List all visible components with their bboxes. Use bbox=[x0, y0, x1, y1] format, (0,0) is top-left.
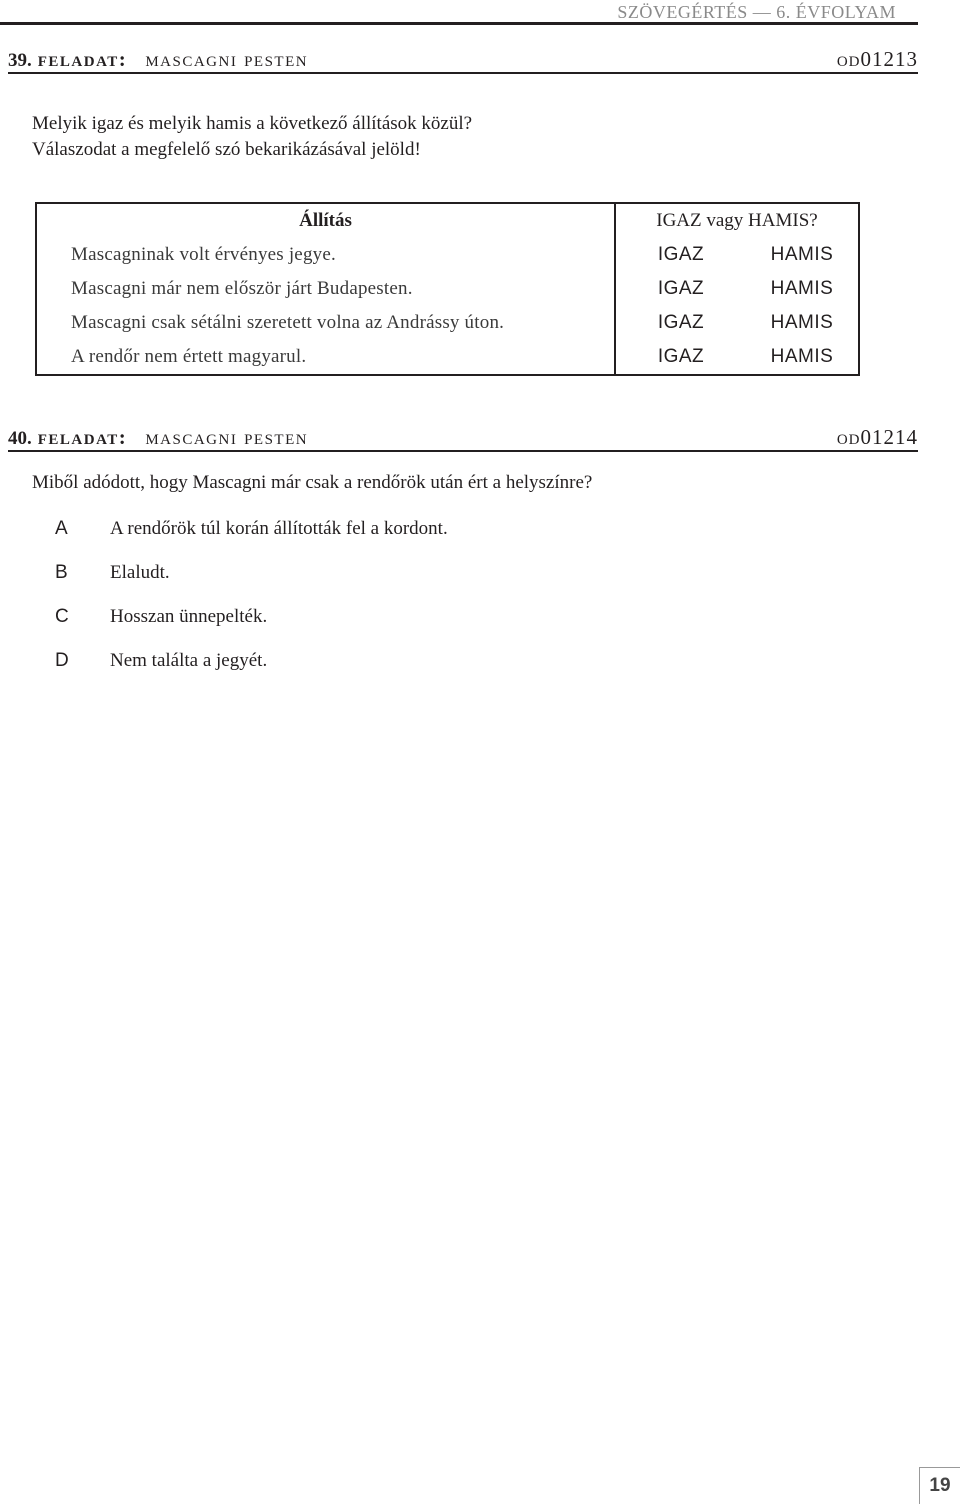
option-text: A rendőrök túl korán állították fel a kordont. bbox=[110, 518, 448, 539]
option-letter: B bbox=[55, 562, 68, 583]
header-rule bbox=[0, 22, 918, 25]
answer-option-d[interactable] bbox=[55, 650, 267, 672]
option-letter: C bbox=[55, 606, 69, 627]
column-header-answer: IGAZ vagy HAMIS? bbox=[615, 203, 859, 238]
option-letter: A bbox=[55, 518, 68, 539]
option-text: Elaludt. bbox=[110, 562, 170, 583]
task-40-question: Miből adódott, hogy Mascagni már csak a rendőrök után ért a helyszínre? bbox=[32, 472, 593, 493]
task-39-title: mascagni pesten bbox=[145, 47, 309, 71]
task-39-number: 39. bbox=[8, 50, 32, 71]
column-header-statement: Állítás bbox=[36, 203, 615, 238]
page-number: 19 bbox=[919, 1467, 960, 1504]
answer-option-c[interactable] bbox=[55, 606, 267, 628]
statement-table bbox=[35, 202, 860, 376]
task-39-code: od01213 bbox=[836, 47, 918, 71]
task-40-code: od01214 bbox=[836, 425, 918, 449]
table-row bbox=[36, 306, 859, 340]
task-39-header bbox=[8, 46, 918, 74]
answer-hamis[interactable]: HAMIS bbox=[746, 272, 859, 306]
table-row bbox=[36, 272, 859, 306]
task-39-label: feladat: bbox=[37, 47, 128, 71]
statement-text: A rendőr nem értett magyarul. bbox=[36, 340, 615, 375]
answer-igaz[interactable]: IGAZ bbox=[615, 340, 746, 375]
task-40-number: 40. bbox=[8, 428, 32, 449]
option-text: Nem találta a jegyét. bbox=[110, 650, 268, 671]
answer-option-a[interactable] bbox=[55, 518, 448, 540]
task-39-instruction-1: Melyik igaz és melyik hamis a következő állítások közül? bbox=[32, 113, 473, 134]
option-letter: D bbox=[55, 650, 69, 671]
statement-text: Mascagninak volt érvényes jegye. bbox=[36, 238, 615, 272]
answer-hamis[interactable]: HAMIS bbox=[746, 238, 859, 272]
task-40-title: mascagni pesten bbox=[145, 425, 309, 449]
task-40-header bbox=[8, 424, 918, 452]
table-row bbox=[36, 238, 859, 272]
statement-text: Mascagni már nem először járt Budapesten. bbox=[36, 272, 615, 306]
answer-hamis[interactable]: HAMIS bbox=[746, 306, 859, 340]
option-text: Hosszan ünnepelték. bbox=[110, 606, 268, 627]
task-39-instruction-2: Válaszodat a megfelelő szó bekarikázásával jelöld! bbox=[32, 139, 421, 160]
answer-igaz[interactable]: IGAZ bbox=[615, 272, 746, 306]
answer-option-b[interactable] bbox=[55, 562, 170, 584]
task-40-label: feladat: bbox=[37, 425, 128, 449]
running-head-text: SZÖVEGÉRTÉS — 6. ÉVFOLYAM bbox=[617, 2, 896, 22]
table-header-row bbox=[36, 203, 859, 238]
answer-igaz[interactable]: IGAZ bbox=[615, 238, 746, 272]
statement-text: Mascagni csak sétálni szeretett volna az Andrássy úton. bbox=[36, 306, 615, 340]
table-row bbox=[36, 340, 859, 375]
answer-hamis[interactable]: HAMIS bbox=[746, 340, 859, 375]
running-head bbox=[0, 0, 918, 24]
answer-igaz[interactable]: IGAZ bbox=[615, 306, 746, 340]
